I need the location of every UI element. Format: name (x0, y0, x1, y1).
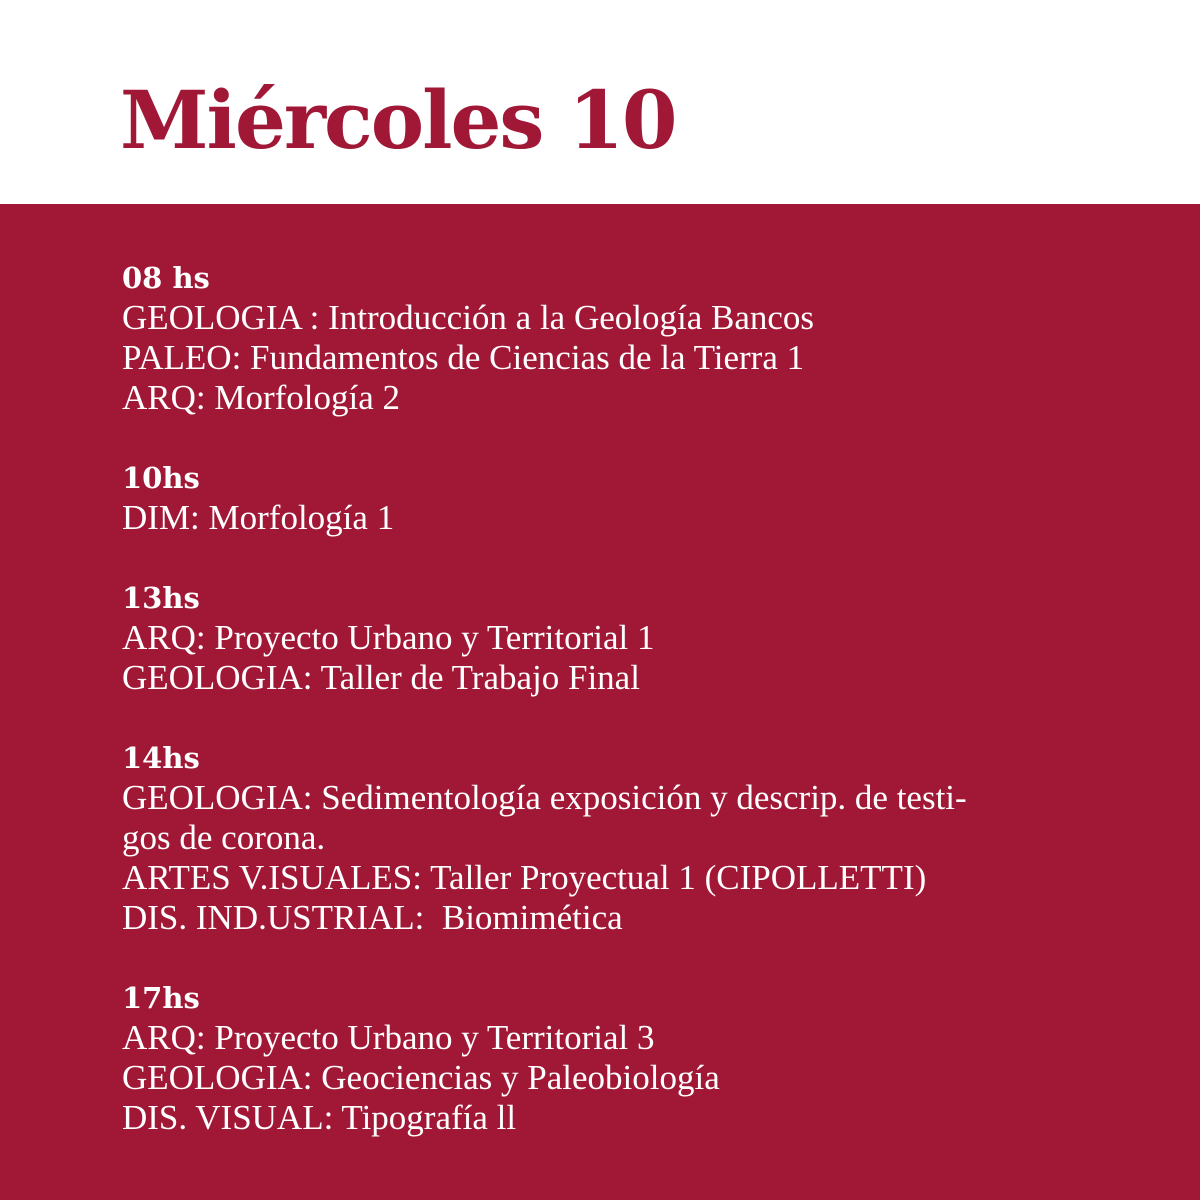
header (0, 0, 1200, 204)
class-entry: ARQ: Proyecto Urbano y Territorial 1 (122, 618, 655, 657)
class-entry: PALEO: Fundamentos de Ciencias de la Tierra 1 (122, 338, 805, 377)
class-entry: ARTES V.ISUALES: Taller Proyectual 1 (CIPOLLETTI) (122, 858, 927, 897)
class-entry: DIM: Morfología 1 (122, 498, 395, 537)
time-slot-13 (122, 578, 1122, 698)
class-entry: GEOLOGIA: Taller de Trabajo Final (122, 658, 640, 697)
time-slot-08 (122, 258, 1122, 418)
class-entry: ARQ: Morfología 2 (122, 378, 401, 417)
time-slot-14 (122, 738, 1122, 938)
slot-time: 14hs (122, 741, 200, 775)
class-entry: DIS. VISUAL: Tipografía ll (122, 1098, 517, 1137)
slot-time: 10hs (122, 461, 200, 495)
slot-time: 17hs (122, 981, 200, 1015)
class-entry: DIS. IND.USTRIAL: Biomimética (122, 898, 623, 937)
class-entry: GEOLOGIA: Sedimentología exposición y descrip. de testi- (122, 778, 967, 817)
time-slot-17 (122, 978, 1122, 1138)
class-entry: ARQ: Proyecto Urbano y Territorial 3 (122, 1018, 655, 1057)
slot-time: 13hs (122, 581, 200, 615)
time-slot-10 (122, 458, 1122, 538)
schedule-list (122, 258, 1122, 1178)
class-entry: gos de corona. (122, 818, 326, 857)
schedule-panel (0, 204, 1200, 1200)
slot-time: 08 hs (122, 261, 210, 295)
page-title: Miércoles 10 (120, 73, 676, 167)
class-entry: GEOLOGIA : Introducción a la Geología Bancos (122, 298, 815, 337)
class-entry: GEOLOGIA: Geociencias y Paleobiología (122, 1058, 720, 1097)
